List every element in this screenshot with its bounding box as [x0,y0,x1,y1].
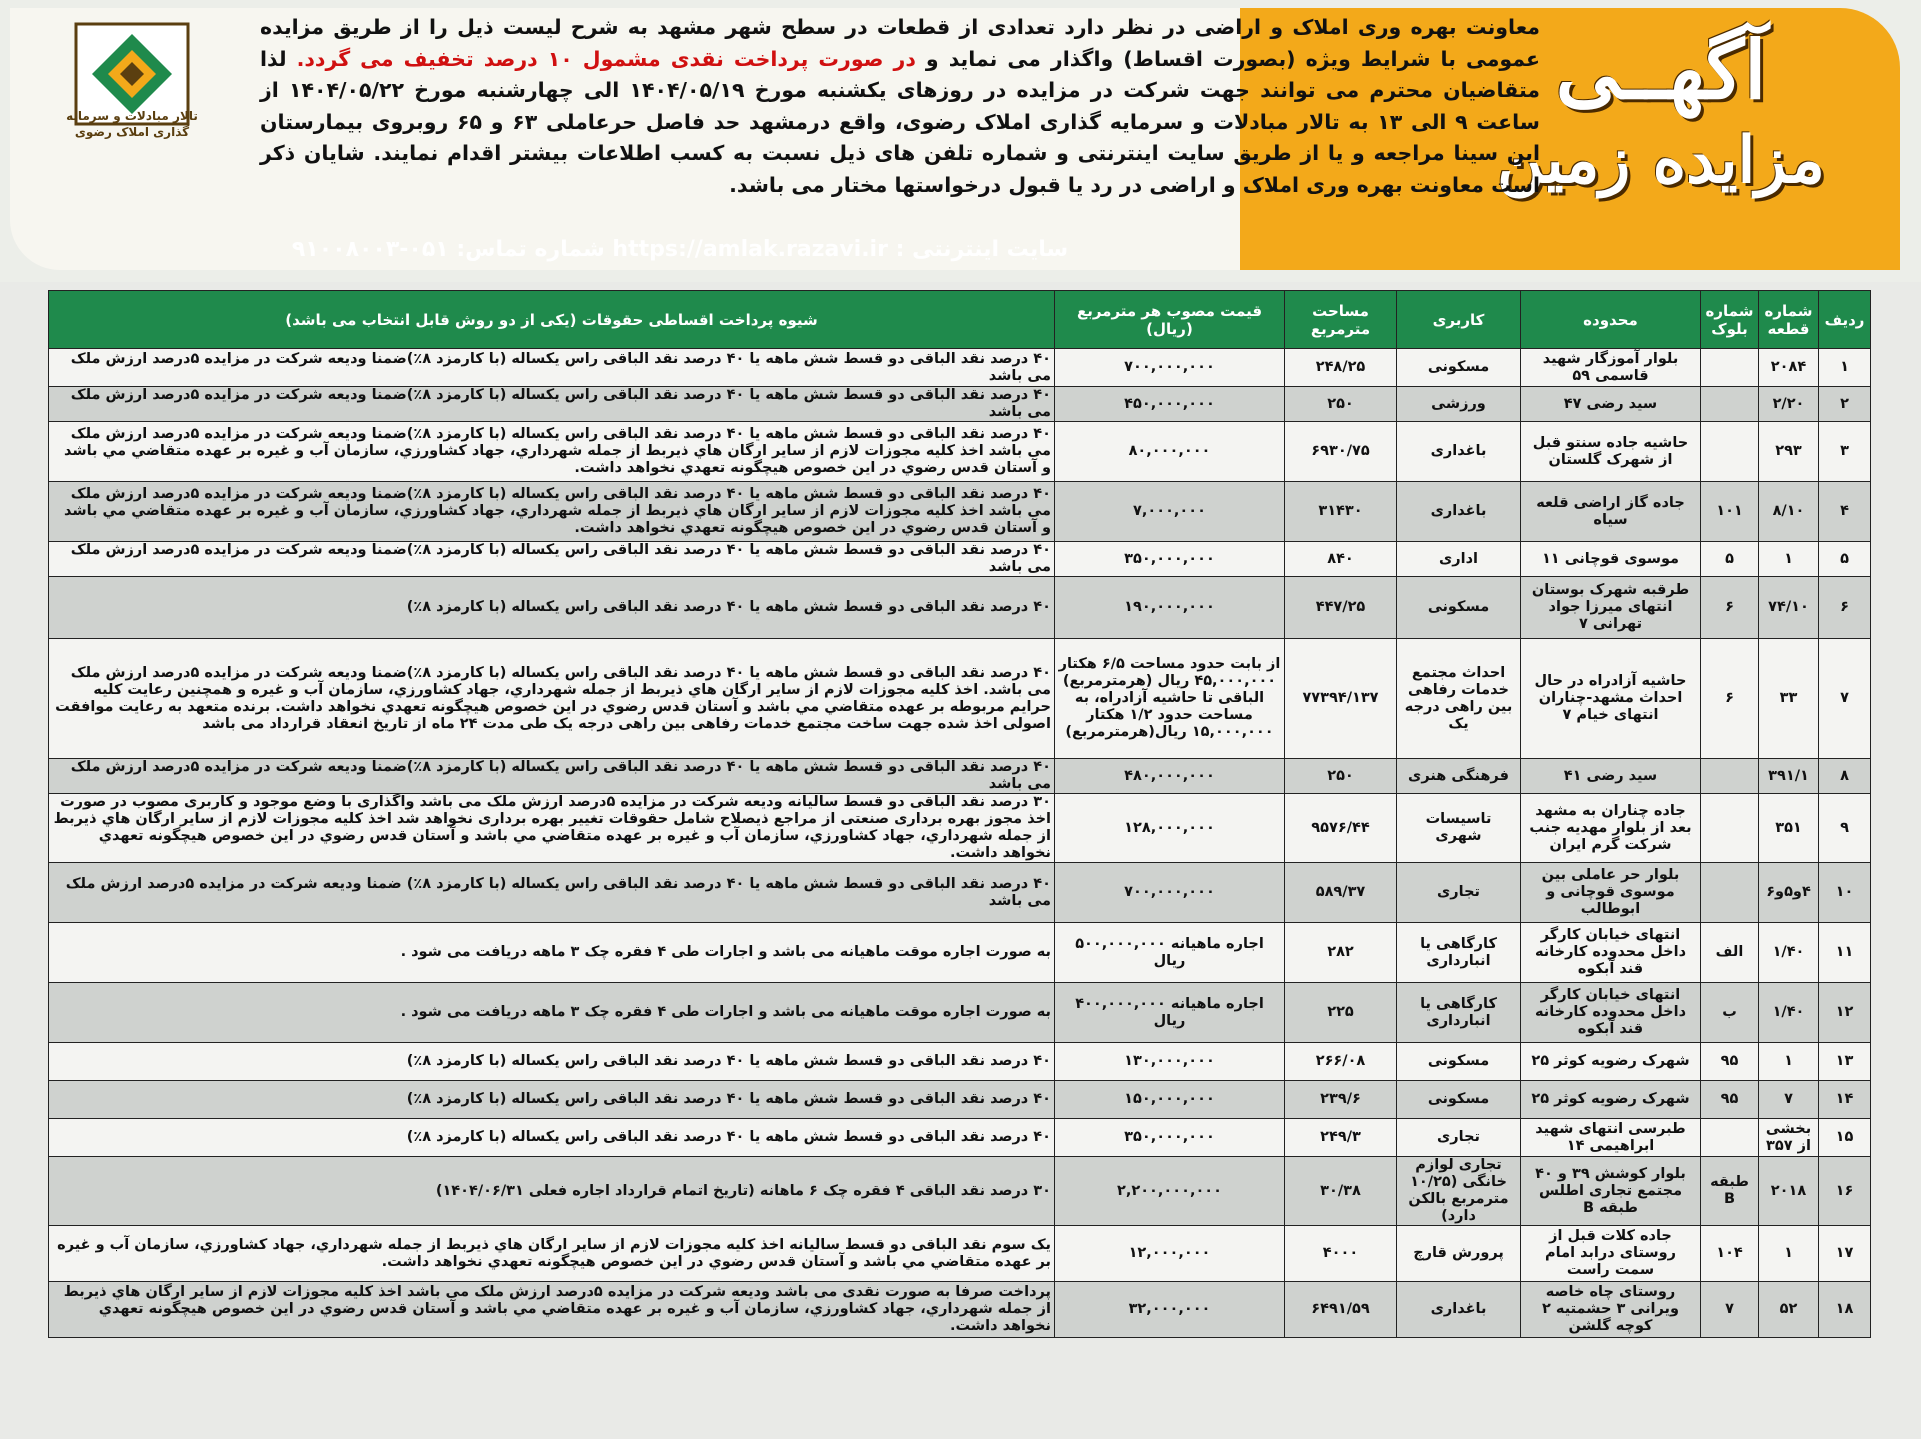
cell-block-number: الف [1701,923,1759,983]
header-size: مساحت مترمربع [1285,291,1397,349]
cell-plot-number: ۱/۴۰ [1759,983,1819,1043]
cell-payment: ۴۰ درصد نقد الباقی دو قسط شش ماهه یا ۴۰ درصد نقد الباقی راس یکساله (با کارمزد ۸٪) ضمنا ودیعه شرکت در مزایده ۵درصد ارزش ملک می باشد [49,863,1055,923]
header-row-number: ردیف [1819,291,1871,349]
cell-row-number: ۱۰ [1819,863,1871,923]
cell-usage: مسکونی [1397,1043,1521,1081]
cell-area: شهرک رضویه کوثر ۲۵ [1521,1081,1701,1119]
cell-row-number: ۶ [1819,577,1871,639]
cell-plot-number: ۲۰۸۴ [1759,349,1819,387]
cell-block-number: ۹۵ [1701,1081,1759,1119]
cell-row-number: ۱۳ [1819,1043,1871,1081]
cell-block-number [1701,863,1759,923]
cell-block-number: ۷ [1701,1282,1759,1338]
cell-area: روستای چاه خاصه ویرانی ۳ حشمتیه ۲ کوچه گلشن [1521,1282,1701,1338]
cell-usage: تجاری [1397,863,1521,923]
cell-usage: کارگاهی یا انبارداری [1397,923,1521,983]
table-row [49,422,1871,482]
cell-area: حاشیه آزادراه در حال احداث مشهد-چناران انتهای خیام ۷ [1521,639,1701,759]
cell-row-number: ۱۶ [1819,1157,1871,1226]
cell-area: سید رضی ۴۷ [1521,387,1701,422]
cell-payment: پرداخت صرفا به صورت نقدی می باشد ودیعه شرکت در مزایده ۵درصد ارزش ملک می باشد اخذ کلیه مجوزات لازم از سایر ارگان هاي ذیربط از جمله شهرداري، جهاد کشاورزي، سازمان آب و غیره بر عهده متقاضي مي باشد و آستان قدس رضوي در این خصوص هیچگونه تعهدي نخواهد داشت. [49,1282,1055,1338]
cell-payment: ۴۰ درصد نقد الباقی دو قسط شش ماهه یا ۴۰ درصد نقد الباقی راس یکساله (با کارمزد ۸٪)ضمنا ودیعه شرکت در مزایده ۵درصد ارزش ملک می باشد. اخذ کلیه مجوزات لازم از سایر ارگان هاي ذیربط از جمله شهرداري، جهاد کشاورزي، سازمان آب و غیره و همچنین رعایت کلیه حرایم مربوطه بر عهده متقاضي مي باشد و آستان قدس رضوي در این خصوص هیچگونه تعهدي نخواهد داشت. برنده متعهد به رعایت موافقت اصولی اخذ شده جهت ساخت مجتمع خدمات رفاهی بین راهی درجه یک طی مدت ۲۴ ماه از تاریخ انعقاد قرارداد می باشد [49,639,1055,759]
cell-area: جاده کلات قبل از روستای درابد امام سمت راست [1521,1226,1701,1282]
cell-size: ۴۴۷/۲۵ [1285,577,1397,639]
table-row [49,639,1871,759]
cell-size: ۶۹۳۰/۷۵ [1285,422,1397,482]
cell-row-number: ۱۲ [1819,983,1871,1043]
lots-table-container [48,290,1870,1435]
cell-row-number: ۷ [1819,639,1871,759]
cell-usage: تجاری لوازم خانگی (۱۰/۲۵ مترمربع بالکن دارد) [1397,1157,1521,1226]
cell-plot-number: ۸/۱۰ [1759,482,1819,542]
cell-row-number: ۳ [1819,422,1871,482]
cell-price: ۳۵۰,۰۰۰,۰۰۰ [1055,542,1285,577]
cell-block-number: ۶ [1701,639,1759,759]
cell-plot-number: ۲/۲۰ [1759,387,1819,422]
notice-subtitle: مزایده زمین [1497,123,1825,198]
cell-price: ۴۸۰,۰۰۰,۰۰۰ [1055,759,1285,794]
cell-block-number: طبقه B [1701,1157,1759,1226]
cell-plot-number: ۴و۵و۶ [1759,863,1819,923]
cell-price: ۱۲,۰۰۰,۰۰۰ [1055,1226,1285,1282]
table-row [49,1282,1871,1338]
intro-text [260,12,1540,201]
cell-block-number [1701,759,1759,794]
cell-price: ۱۲۸,۰۰۰,۰۰۰ [1055,794,1285,863]
cell-plot-number: ۳۵۱ [1759,794,1819,863]
cell-block-number: ۱۰۱ [1701,482,1759,542]
cell-plot-number: ۷۴/۱۰ [1759,577,1819,639]
notice-title: آگهــی [1555,23,1767,117]
cell-usage: باغداری [1397,482,1521,542]
cell-price: ۳۲,۰۰۰,۰۰۰ [1055,1282,1285,1338]
cell-price: اجاره ماهیانه ۵۰۰,۰۰۰,۰۰۰ ریال [1055,923,1285,983]
cell-usage: باغداری [1397,1282,1521,1338]
cell-price: اجاره ماهیانه ۴۰۰,۰۰۰,۰۰۰ ریال [1055,983,1285,1043]
cell-area: طرقبه شهرک بوستان انتهای میرزا جواد تهرانی ۷ [1521,577,1701,639]
cell-usage: تاسیسات شهری [1397,794,1521,863]
table-row [49,794,1871,863]
table-row [49,542,1871,577]
cell-payment: ۴۰ درصد نقد الباقی دو قسط شش ماهه یا ۴۰ درصد نقد الباقی راس یکساله (با کارمزد ۸٪) [49,1043,1055,1081]
cell-plot-number: ۱ [1759,542,1819,577]
cell-price: ۷۰۰,۰۰۰,۰۰۰ [1055,863,1285,923]
cell-block-number [1701,422,1759,482]
header-area: محدوده [1521,291,1701,349]
cell-payment: ۴۰ درصد نقد الباقی دو قسط شش ماهه یا ۴۰ درصد نقد الباقی راس یکساله (با کارمزد ۸٪)ضمنا ودیعه شرکت در مزایده ۵درصد ارزش ملک می باشد اخذ کلیه مجوزات لازم از سایر ارگان هاي ذیربط از جمله شهرداري، جهاد کشاورزي، سازمان آب و غیره بر عهده متقاضي مي باشد و آستان قدس رضوي در این خصوص هیچگونه تعهدي نخواهد داشت. [49,422,1055,482]
table-row [49,759,1871,794]
cell-price: از بابت حدود مساحت ۶/۵ هکتار ۴۵,۰۰۰,۰۰۰ ریال (هرمترمربع) الباقی تا حاشیه آزادراه، به مساحت حدود ۱/۲ هکتار ۱۵,۰۰۰,۰۰۰ ریال(هرمترمربع) [1055,639,1285,759]
cell-payment: ۳۰ درصد نقد الباقی ۴ فقره چک ۶ ماهانه (تاریخ اتمام قرارداد اجاره فعلی ۱۴۰۴/۰۶/۳۱) [49,1157,1055,1226]
contact-info: سایت اینترنتی : https://amlak.razavi.ir شماره تماس: ۰۵۱-۹۱۰۰۸۰۰۳ [291,237,1069,262]
cell-area: طبرسی انتهای شهید ابراهیمی ۱۴ [1521,1119,1701,1157]
cell-size: ۲۵۰ [1285,387,1397,422]
cell-area: بلوار کوشش ۳۹ و ۴۰ مجتمع تجاری اطلس طبقه B [1521,1157,1701,1226]
cell-area: بلوار حر عاملی بین موسوی قوچانی و ابوطالب [1521,863,1701,923]
cell-area: بلوار آموزگار شهید قاسمی ۵۹ [1521,349,1701,387]
cell-area: جاده گاز اراضی قلعه سیاه [1521,482,1701,542]
cell-row-number: ۱۸ [1819,1282,1871,1338]
cell-size: ۷۷۳۹۴/۱۳۷ [1285,639,1397,759]
table-row [49,923,1871,983]
cell-block-number: ۶ [1701,577,1759,639]
header-price: قیمت مصوب هر مترمربع (ریال) [1055,291,1285,349]
cell-size: ۳۱۴۳۰ [1285,482,1397,542]
cell-usage: پرورش قارچ [1397,1226,1521,1282]
cell-usage: تجاری [1397,1119,1521,1157]
cell-row-number: ۱۵ [1819,1119,1871,1157]
cell-price: ۱۳۰,۰۰۰,۰۰۰ [1055,1043,1285,1081]
cell-plot-number: ۲۹۳ [1759,422,1819,482]
cell-price: ۴۵۰,۰۰۰,۰۰۰ [1055,387,1285,422]
cell-block-number: ۵ [1701,542,1759,577]
cell-row-number: ۱ [1819,349,1871,387]
cell-price: ۷۰۰,۰۰۰,۰۰۰ [1055,349,1285,387]
cell-row-number: ۱۱ [1819,923,1871,983]
cell-payment: یک سوم نقد الباقی دو قسط سالیانه اخذ کلیه مجوزات لازم از سایر ارگان هاي ذیربط از جمله شهرداري، جهاد کشاورزي، سازمان آب و غیره بر عهده متقاضي مي باشد و آستان قدس رضوي در این خصوص هیچگونه تعهدي نخواهد داشت. [49,1226,1055,1282]
cell-price: ۷,۰۰۰,۰۰۰ [1055,482,1285,542]
table-row [49,1226,1871,1282]
cell-payment: به صورت اجاره موقت ماهیانه می باشد و اجارات طی ۴ فقره چک ۳ ماهه دریافت می شود . [49,923,1055,983]
cell-usage: مسکونی [1397,577,1521,639]
cell-plot-number: ۱/۴۰ [1759,923,1819,983]
cell-row-number: ۵ [1819,542,1871,577]
cell-usage: فرهنگی هنری [1397,759,1521,794]
cell-area: انتهای خیابان کارگر داخل محدوده کارخانه قند آبکوه [1521,983,1701,1043]
cell-payment: ۴۰ درصد نقد الباقی دو قسط شش ماهه یا ۴۰ درصد نقد الباقی راس یکساله (با کارمزد ۸٪)ضمنا ودیعه شرکت در مزایده ۵درصد ارزش ملک می باشد [49,759,1055,794]
cell-usage: احداث مجتمع خدمات رفاهی بین راهی درجه یک [1397,639,1521,759]
cell-row-number: ۲ [1819,387,1871,422]
table-row [49,349,1871,387]
cell-price: ۸۰,۰۰۰,۰۰۰ [1055,422,1285,482]
cell-usage: مسکونی [1397,1081,1521,1119]
cell-area: حاشیه جاده سنتو قبل از شهرک گلستان [1521,422,1701,482]
cell-size: ۲۸۲ [1285,923,1397,983]
cell-size: ۲۴۸/۲۵ [1285,349,1397,387]
cell-payment: ۴۰ درصد نقد الباقی دو قسط شش ماهه یا ۴۰ درصد نقد الباقی راس یکساله (با کارمزد ۸٪) [49,1119,1055,1157]
cell-size: ۸۴۰ [1285,542,1397,577]
lots-table [48,290,1871,1338]
cell-size: ۹۵۷۶/۴۴ [1285,794,1397,863]
cell-row-number: ۸ [1819,759,1871,794]
cell-size: ۵۸۹/۳۷ [1285,863,1397,923]
cell-payment: ۳۰ درصد نقد الباقی دو قسط سالیانه ودیعه شرکت در مزایده ۵درصد ارزش ملک می باشد واگذاری با وضع موجود و کاربری مصوب در صورت اخذ مجوز بهره برداری صنعتی از مراجع ذیصلاح شامل حقوقات تغییر بهره برداری نخواهد شد اخذ کلیه مجوزات لازم از سایر ارگان هاي ذیربط از جمله شهرداري، جهاد کشاورزي، سازمان آب و غیره بر عهده متقاضي مي باشد و آستان قدس رضوي در این خصوص هیچگونه تعهدي نخواهد داشت. [49,794,1055,863]
cell-area: شهرک رضویه کوثر ۲۵ [1521,1043,1701,1081]
cell-plot-number: ۱ [1759,1226,1819,1282]
cell-size: ۲۶۶/۰۸ [1285,1043,1397,1081]
cell-usage: باغداری [1397,422,1521,482]
intro-text-part1: معاونت بهره وری املاک و اراضی در نظر دارد تعدادی از قطعات در سطح شهر مشهد به شرح لیست ذیل را از طریق مزایده عمومی با شرایط ویژه (بصورت اقساط) واگذار می نماید و [260,15,1541,71]
header-plot-number: شماره قطعه [1759,291,1819,349]
cell-price: ۱۵۰,۰۰۰,۰۰۰ [1055,1081,1285,1119]
cell-usage: مسکونی [1397,349,1521,387]
cell-area: جاده چناران به مشهد بعد از بلوار مهدیه جنب شرکت گرم ایران [1521,794,1701,863]
cell-block-number [1701,1119,1759,1157]
cell-payment: ۴۰ درصد نقد الباقی دو قسط شش ماهه یا ۴۰ درصد نقد الباقی راس یکساله (با کارمزد ۸٪)ضمنا ودیعه شرکت در مزایده ۵درصد ارزش ملک می باشد [49,349,1055,387]
cell-block-number: ب [1701,983,1759,1043]
cell-usage: ورزشی [1397,387,1521,422]
cell-payment: ۴۰ درصد نقد الباقی دو قسط شش ماهه یا ۴۰ درصد نقد الباقی راس یکساله (با کارمزد ۸٪) [49,1081,1055,1119]
table-row [49,387,1871,422]
cell-area: موسوی قوچانی ۱۱ [1521,542,1701,577]
cell-price: ۲,۲۰۰,۰۰۰,۰۰۰ [1055,1157,1285,1226]
cell-plot-number: ۲۰۱۸ [1759,1157,1819,1226]
cell-area: انتهای خیابان کارگر داخل محدوده کارخانه قند آبکوه [1521,923,1701,983]
cell-row-number: ۴ [1819,482,1871,542]
cell-payment: ۴۰ درصد نقد الباقی دو قسط شش ماهه یا ۴۰ درصد نقد الباقی راس یکساله (با کارمزد ۸٪) [49,577,1055,639]
cell-size: ۲۴۹/۳ [1285,1119,1397,1157]
cell-plot-number: ۳۳ [1759,639,1819,759]
cell-size: ۶۴۹۱/۵۹ [1285,1282,1397,1338]
table-row [49,1043,1871,1081]
notice-header [0,0,1921,282]
header-block-number: شماره بلوک [1701,291,1759,349]
cell-size: ۲۳۹/۶ [1285,1081,1397,1119]
cell-block-number [1701,349,1759,387]
cell-block-number [1701,794,1759,863]
cell-size: ۴۰۰۰ [1285,1226,1397,1282]
header-usage: کاربری [1397,291,1521,349]
header-payment: شیوه پرداخت اقساطی حقوقات (یکی از دو روش قابل انتخاب می باشد) [49,291,1055,349]
cell-size: ۲۲۵ [1285,983,1397,1043]
table-row [49,983,1871,1043]
cell-row-number: ۱۴ [1819,1081,1871,1119]
cell-block-number: ۱۰۴ [1701,1226,1759,1282]
table-row [49,1119,1871,1157]
table-row [49,482,1871,542]
cell-payment: به صورت اجاره موقت ماهیانه می باشد و اجارات طی ۴ فقره چک ۳ ماهه دریافت می شود . [49,983,1055,1043]
table-row [49,1157,1871,1226]
cell-plot-number: ۵۲ [1759,1282,1819,1338]
cell-row-number: ۹ [1819,794,1871,863]
cell-plot-number: ۱ [1759,1043,1819,1081]
cell-price: ۱۹۰,۰۰۰,۰۰۰ [1055,577,1285,639]
discount-highlight: در صورت پرداخت نقدی مشمول ۱۰ درصد تخفیف می گردد. [296,46,916,71]
cell-plot-number: بخشی از ۳۵۷ [1759,1119,1819,1157]
table-row [49,863,1871,923]
logo-caption: تالار مبادلات و سرمایه گذاری املاک رضوی [66,109,198,139]
cell-block-number: ۹۵ [1701,1043,1759,1081]
table-row [49,577,1871,639]
cell-usage: اداری [1397,542,1521,577]
table-row [49,1081,1871,1119]
cell-price: ۳۵۰,۰۰۰,۰۰۰ [1055,1119,1285,1157]
cell-size: ۳۰/۳۸ [1285,1157,1397,1226]
intro-text-part2: لذا متقاضیان محترم می توانند جهت شرکت در مزایده در روزهای یکشنبه مورخ ۱۴۰۴/۰۵/۱۹ الی چهارشنبه مورخ ۱۴۰۴/۰۵/۲۲ از ساعت ۹ الی ۱۳ به تالار مبادلات و سرمایه گذاری املاک رضوی، واقع درمشهد حد فاصل حرعاملی ۶۳ و ۶۵ روبروی بیمارستان ابن سینا مراجعه و یا از طریق سایت اینترنتی و شماره تلفن های ذیل نسبت به کسب اطلاعات بیشتر اقدام نمایند. شایان ذکر است معاونت بهره وری املاک و اراضی در رد یا قبول درخواستها مختار می باشد. [260,46,1540,197]
cell-payment: ۴۰ درصد نقد الباقی دو قسط شش ماهه یا ۴۰ درصد نقد الباقی راس یکساله (با کارمزد ۸٪)ضمنا ودیعه شرکت در مزایده ۵درصد ارزش ملک می باشد اخذ کلیه مجوزات لازم از سایر ارگان هاي ذیربط از جمله شهرداري، جهاد کشاورزي، سازمان آب و غیره بر عهده متقاضي مي باشد و آستان قدس رضوي در این خصوص هیچگونه تعهدي نخواهد داشت. [49,482,1055,542]
cell-block-number [1701,387,1759,422]
cell-plot-number: ۳۹۱/۱ [1759,759,1819,794]
cell-plot-number: ۷ [1759,1081,1819,1119]
cell-usage: کارگاهی یا انبارداری [1397,983,1521,1043]
cell-payment: ۴۰ درصد نقد الباقی دو قسط شش ماهه یا ۴۰ درصد نقد الباقی راس یکساله (با کارمزد ۸٪)ضمنا ودیعه شرکت در مزایده ۵درصد ارزش ملک می باشد [49,387,1055,422]
cell-row-number: ۱۷ [1819,1226,1871,1282]
cell-payment: ۴۰ درصد نقد الباقی دو قسط شش ماهه یا ۴۰ درصد نقد الباقی راس یکساله (با کارمزد ۸٪)ضمنا ودیعه شرکت در مزایده ۵درصد ارزش ملک می باشد [49,542,1055,577]
cell-size: ۲۵۰ [1285,759,1397,794]
cell-area: سید رضی ۴۱ [1521,759,1701,794]
